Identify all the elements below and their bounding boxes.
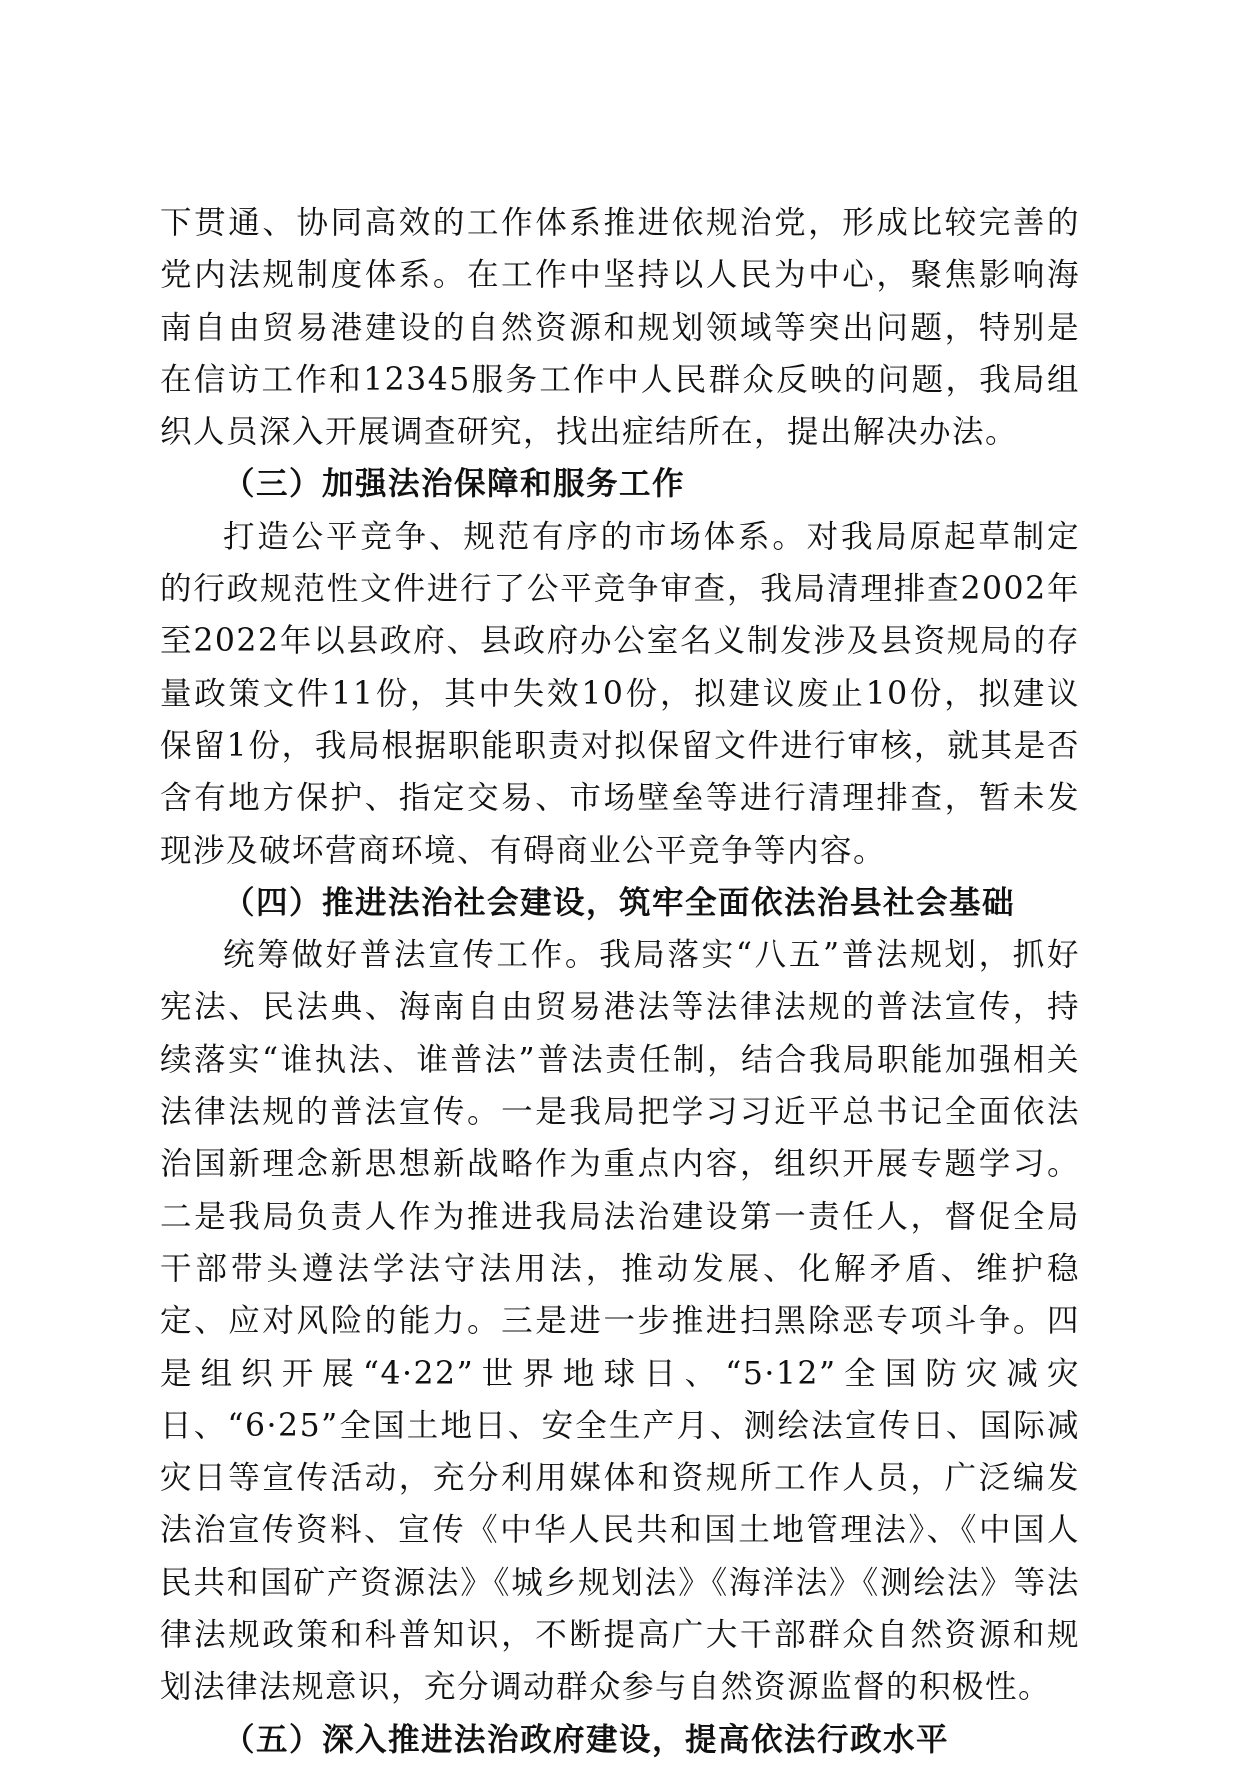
section-heading-5: （五）深入推进法治政府建设，提高依法行政水平 bbox=[223, 1720, 950, 1758]
body-paragraph-continued: 下贯通、协同高效的工作体系推进依规治党，形成比较完善的党内法规制度体系。在工作中坚持以人民为中心，聚焦影响海南自由贸易港建设的自然资源和规划领域等突出问题，特别是在信访工作和12345服务工作中人民群众反映的问题，我局组织人员深入开展调查研究，找出症结所在，提出解决办法。 bbox=[160, 205, 1080, 451]
body-paragraph-market-system: 打造公平竞争、规范有序的市场体系。对我局原起草制定的行政规范性文件进行了公平竞争审查，我局清理排查2002年至2022年以县政府、县政府办公室名义制发涉及县资规局的存量政策文件11份，其中失效10份，拟建议废止10份，拟建议保留1份，我局根据职能职责对拟保留文件进行审核，就其是否含有地方保护、指定交易、市场壁垒等进行清理排查，暂未发现涉及破坏营商环境、有碍商业公平竞争等内容。 bbox=[160, 518, 1080, 869]
document-page bbox=[160, 197, 1080, 1766]
section-heading-3: （三）加强法治保障和服务工作 bbox=[223, 465, 686, 503]
section-heading-4: （四）推进法治社会建设，筑牢全面依法治县社会基础 bbox=[223, 883, 1016, 921]
body-paragraph-legal-publicity: 统筹做好普法宣传工作。我局落实“八五”普法规划，抓好宪法、民法典、海南自由贸易港法等法律法规的普法宣传，持续落实“谁执法、谁普法”普法责任制，结合我局职能加强相关法律法规的普法宣传。一是我局把学习习近平总书记全面依法治国新理念新思想新战略作为重点内容，组织开展专题学习。二是我局负责人作为推进我局法治建设第一责任人，督促全局干部带头遵法学法守法用法，推动发展、化解矛盾、维护稳定、应对风险的能力。三是进一步推进扫黑除恶专项斗争。四是组织开展“4·22”世界地球日、“5·12”全国防灾减灾日、“6·25”全国土地日、安全生产月、测绘法宣传日、国际减灾日等宣传活动，充分利用媒体和资规所工作人员，广泛编发法治宣传资料、宣传《中华人民共和国土地管理法》、《中国人民共和国矿产资源法》《城乡规划法》《海洋法》《测绘法》等法律法规政策和科普知识，不断提高广大干部群众自然资源和规划法律法规意识，充分调动群众参与自然资源监督的积极性。 bbox=[160, 937, 1080, 1706]
